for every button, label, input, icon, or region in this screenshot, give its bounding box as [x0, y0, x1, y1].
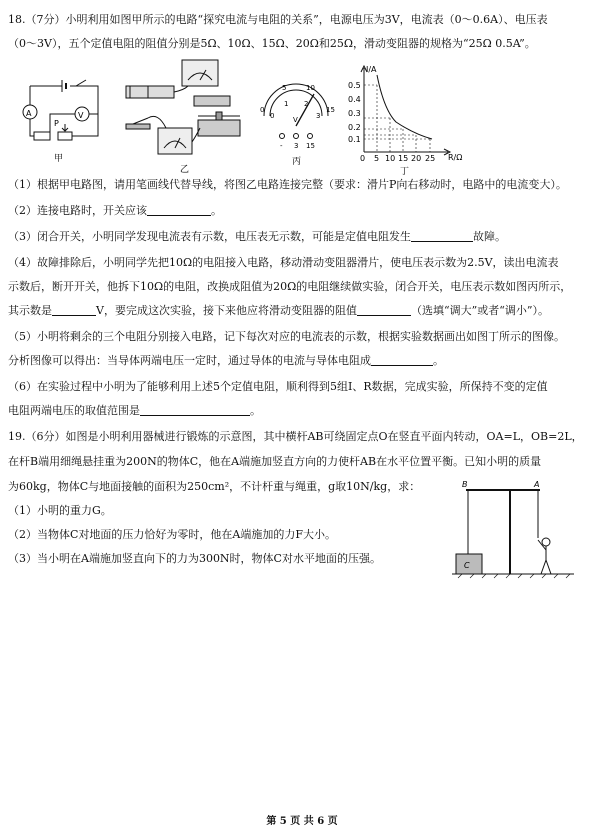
q18-part-5-line-2	[8, 354, 444, 368]
dial-top-0: 0	[260, 106, 265, 114]
q18-part-3	[8, 230, 506, 244]
q19-part-2: （2）当物体C对地面的压力恰好为零时，他在A端施加的力F大小。	[8, 528, 336, 541]
q18-part-4-text-b: V，要完成这次实验，接下来他应将滑动变阻器的阻值	[96, 304, 357, 317]
q18-part-4-line-1: （4）故障排除后，小明同学先把10Ω的电阻接入电路，移动滑动变阻器滑片，使电压表示数为2.5V，读出电流表	[8, 256, 559, 269]
lever-point-a: A	[534, 480, 540, 489]
dial-bottom-3: 3	[316, 112, 321, 120]
q18-part-6-text: 电阻两端电压的取值范围是	[8, 404, 140, 417]
q18-part-4-text-c: （选填“调大”或者“调小”）。	[410, 304, 549, 317]
dial-top-10: 10	[306, 84, 315, 92]
voltmeter-dial-bing	[256, 78, 336, 168]
ding-x-axis-label: R/Ω	[448, 153, 463, 162]
answer-blank-6[interactable]	[140, 404, 250, 416]
answer-blank-2[interactable]	[147, 204, 211, 216]
q18-intro-line-2: （0～3V），五个定值电阻的阻值分别是5Ω、10Ω、15Ω、20Ω和25Ω，滑动变阻器的规格为“25Ω 0.5A”。	[8, 37, 536, 50]
q19-intro-line-1: 19.（6分）如图是小明利用器械进行锻炼的示意图，其中横杆AB可绕固定点O在竖直平面内转动，OA=L，OB=2L，	[8, 430, 583, 443]
lever-point-b: B	[462, 480, 468, 489]
q18-part-2-text: （2）连接电路时，开关应该	[8, 204, 147, 217]
q18-part-5-end: 。	[433, 354, 444, 367]
answer-blank-4b[interactable]	[357, 304, 411, 316]
ding-y-axis-label: I/A	[366, 65, 377, 74]
terminal-minus: -	[280, 142, 283, 150]
q18-part-6-line-2	[8, 404, 261, 418]
q18-part-3-end: 故障。	[473, 230, 506, 243]
apparatus-figure-yi	[118, 56, 248, 176]
figure-label-jia: 甲	[54, 154, 64, 164]
q19-part-1: （1）小明的重力G。	[8, 504, 112, 517]
q18-part-6-line-1: （6）在实验过程中小明为了能够利用上述5个定值电阻，顺利得到5组I、R数据，完成实验，所保持不变的定值	[8, 380, 548, 393]
q18-intro-line-1: 18.（7分）小明利用如图甲所示的电路“探究电流与电阻的关系”，电源电压为3V，电流表（0～0.6A）、电压表	[8, 13, 548, 26]
figure-label-bing: 丙	[292, 157, 302, 167]
ding-y-tick-0.3: 0.3	[348, 109, 361, 118]
q18-part-4-text-a: 其示数是	[8, 304, 52, 317]
terminal-15: 15	[306, 142, 315, 150]
terminal-3: 3	[294, 142, 299, 150]
answer-blank-3[interactable]	[411, 230, 473, 242]
dial-unit: V	[293, 116, 298, 124]
lever-apparatus-figure	[448, 478, 578, 582]
ding-x-tick-20: 20	[411, 154, 422, 163]
q18-part-5-line-1: （5）小明将剩余的三个电阻分别接入电路，记下每次对应的电流表的示数，根据实验数据画出如图丁所示的图像。	[8, 330, 565, 343]
dial-top-5: 5	[282, 84, 287, 92]
q18-part-4-line-3	[8, 304, 549, 318]
q18-part-4-line-2: 示数后，断开开关，他拆下10Ω的电阻，改换成阻值为20Ω的电阻继续做实验，闭合开关，电压表示数如图丙所示，	[8, 280, 572, 293]
q18-part-2	[8, 204, 222, 218]
q19-intro-line-2: 在杆B端用细绳悬挂重为200N的物体C，他在A端施加竖直方向的力使杆AB在水平位置平衡。已知小明的质量	[8, 455, 542, 468]
page-footer: 第 5 页 共 6 页	[266, 816, 338, 827]
q19-intro-line-3: 为60kg，物体C与地面接触的面积为250cm²，不计杆重与绳重，g取10N/kg，求：	[8, 480, 421, 493]
circuit-diagram-jia	[10, 74, 110, 164]
q18-part-5-text: 分析图像可以得出：当导体两端电压一定时，通过导体的电流与导体电阻成	[8, 354, 371, 367]
q18-part-2-end: 。	[211, 204, 222, 217]
slider-letter: P	[54, 119, 59, 128]
dial-top-15: 15	[326, 106, 335, 114]
ammeter-letter: A	[26, 109, 32, 118]
current-resistance-graph-ding	[344, 60, 474, 176]
ding-x-tick-5: 5	[374, 154, 380, 163]
ding-x-tick-25: 25	[425, 154, 436, 163]
ding-y-tick-0.5: 0.5	[348, 81, 361, 90]
voltmeter-letter: V	[78, 111, 84, 120]
q18-part-1: （1）根据甲电路图，请用笔画线代替导线，将图乙电路连接完整（要求：滑片P向右移动时，电路中的电流变大）。	[8, 178, 567, 191]
figure-label-yi: 乙	[180, 165, 190, 175]
dial-bottom-0: 0	[270, 112, 275, 120]
ding-y-tick-0.2: 0.2	[348, 123, 361, 132]
ding-y-tick-0.4: 0.4	[348, 95, 361, 104]
answer-blank-5[interactable]	[371, 354, 433, 366]
ding-x-tick-10: 10	[385, 154, 396, 163]
ding-x-tick-15: 15	[398, 154, 409, 163]
q19-part-3: （3）当小明在A端施加竖直向下的力为300N时，物体C对水平地面的压强。	[8, 552, 381, 565]
dial-bottom-1: 1	[284, 100, 289, 108]
answer-blank-4a[interactable]	[52, 304, 96, 316]
q18-part-3-text: （3）闭合开关，小明同学发现电流表有示数，电压表无示数，可能是定值电阻发生	[8, 230, 411, 243]
dial-bottom-2: 2	[304, 100, 309, 108]
ding-y-tick-0.1: 0.1	[348, 135, 361, 144]
block-c-label: C	[464, 561, 470, 570]
q18-part-6-end: 。	[250, 404, 261, 417]
figure-label-ding: 丁	[400, 167, 410, 176]
ding-x-tick-0: 0	[360, 154, 366, 163]
